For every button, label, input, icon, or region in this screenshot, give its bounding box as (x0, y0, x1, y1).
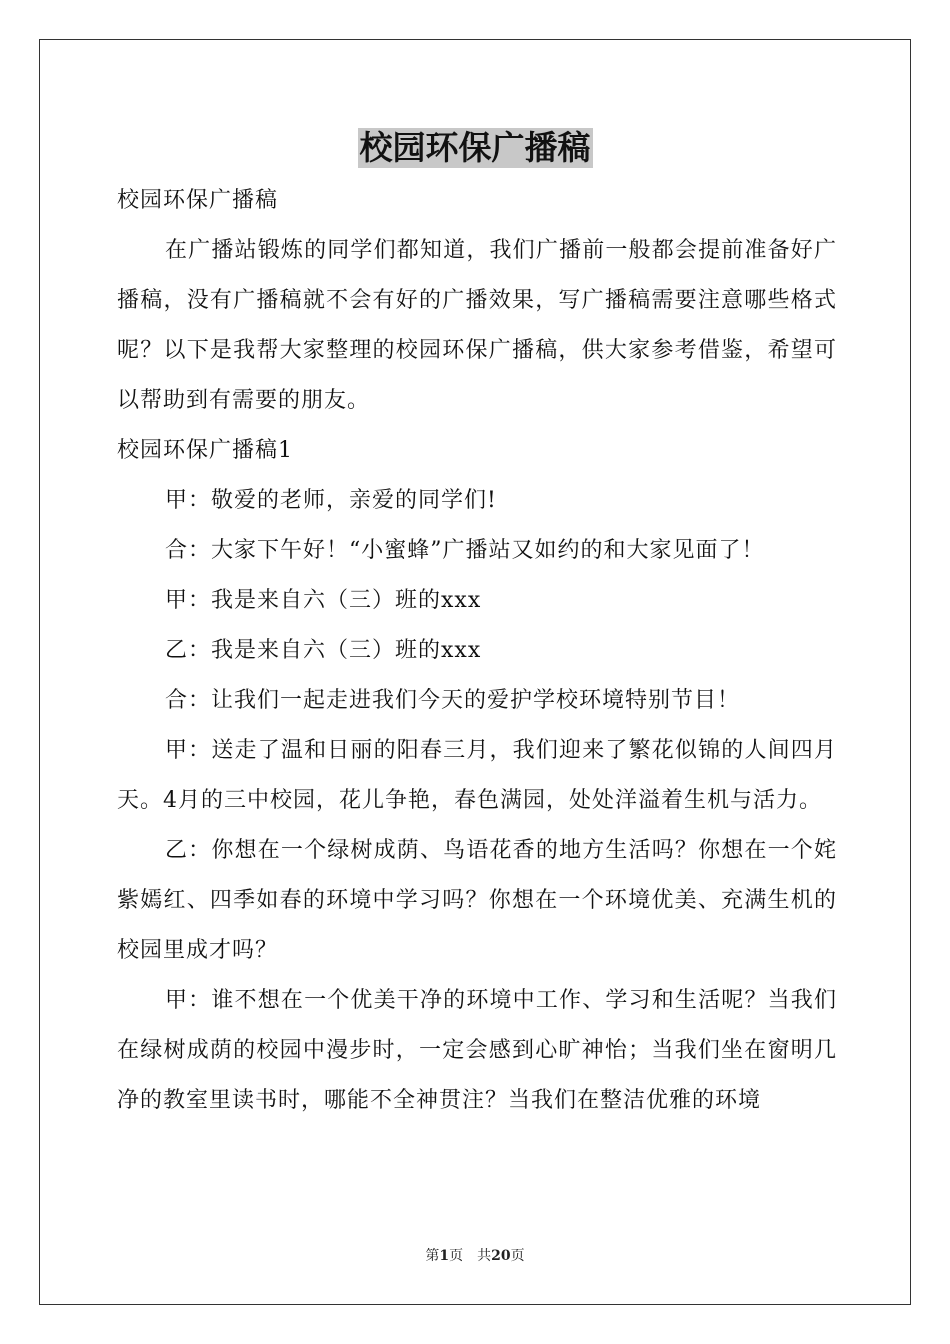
document-body (117, 176, 837, 1126)
title-container (0, 128, 950, 168)
paragraph: 乙：我是来自六（三）班的xxx (165, 638, 482, 663)
paragraph: 合：让我们一起走进我们今天的爱护学校环境特别节目！ (165, 688, 741, 713)
page-footer (0, 1246, 950, 1266)
paragraph: 校园环保广播稿1 (117, 438, 293, 463)
paragraph: 校园环保广播稿 (117, 188, 279, 213)
paragraph: 甲：我是来自六（三）班的xxx (165, 588, 482, 613)
paragraph: 甲：谁不想在一个优美干净的环境中工作、学习和生活呢？当我们在绿树成荫的校园中漫步时，一定会感到心旷神怡；当我们坐在窗明几净的教室里读书时，哪能不全神贯注？当我们在整洁优雅的环境 (117, 988, 837, 1113)
page-prefix: 第 (425, 1248, 440, 1264)
total-suffix: 页 (510, 1248, 525, 1264)
document-title: 校园环保广播稿 (359, 128, 591, 167)
paragraph: 甲：送走了温和日丽的阳春三月，我们迎来了繁花似锦的人间四月天。4月的三中校园，花儿争艳，春色满园，处处洋溢着生机与活力。 (117, 738, 837, 813)
total-page-count: 20 (491, 1248, 511, 1264)
current-page-number: 1 (439, 1248, 450, 1264)
page-suffix: 页 (449, 1248, 464, 1264)
total-prefix: 共 (477, 1248, 492, 1264)
paragraph: 在广播站锻炼的同学们都知道，我们广播前一般都会提前准备好广播稿，没有广播稿就不会有好的广播效果，写广播稿需要注意哪些格式呢？以下是我帮大家整理的校园环保广播稿，供大家参考借鉴，希望可以帮助到有需要的朋友。 (117, 238, 837, 413)
paragraph: 合：大家下午好！“小蜜蜂”广播站又如约的和大家见面了！ (165, 538, 765, 563)
paragraph: 乙：你想在一个绿树成荫、鸟语花香的地方生活吗？你想在一个姹紫嫣红、四季如春的环境中学习吗？你想在一个环境优美、充满生机的校园里成才吗？ (117, 838, 837, 963)
paragraph: 甲：敬爱的老师，亲爱的同学们! (165, 488, 497, 513)
